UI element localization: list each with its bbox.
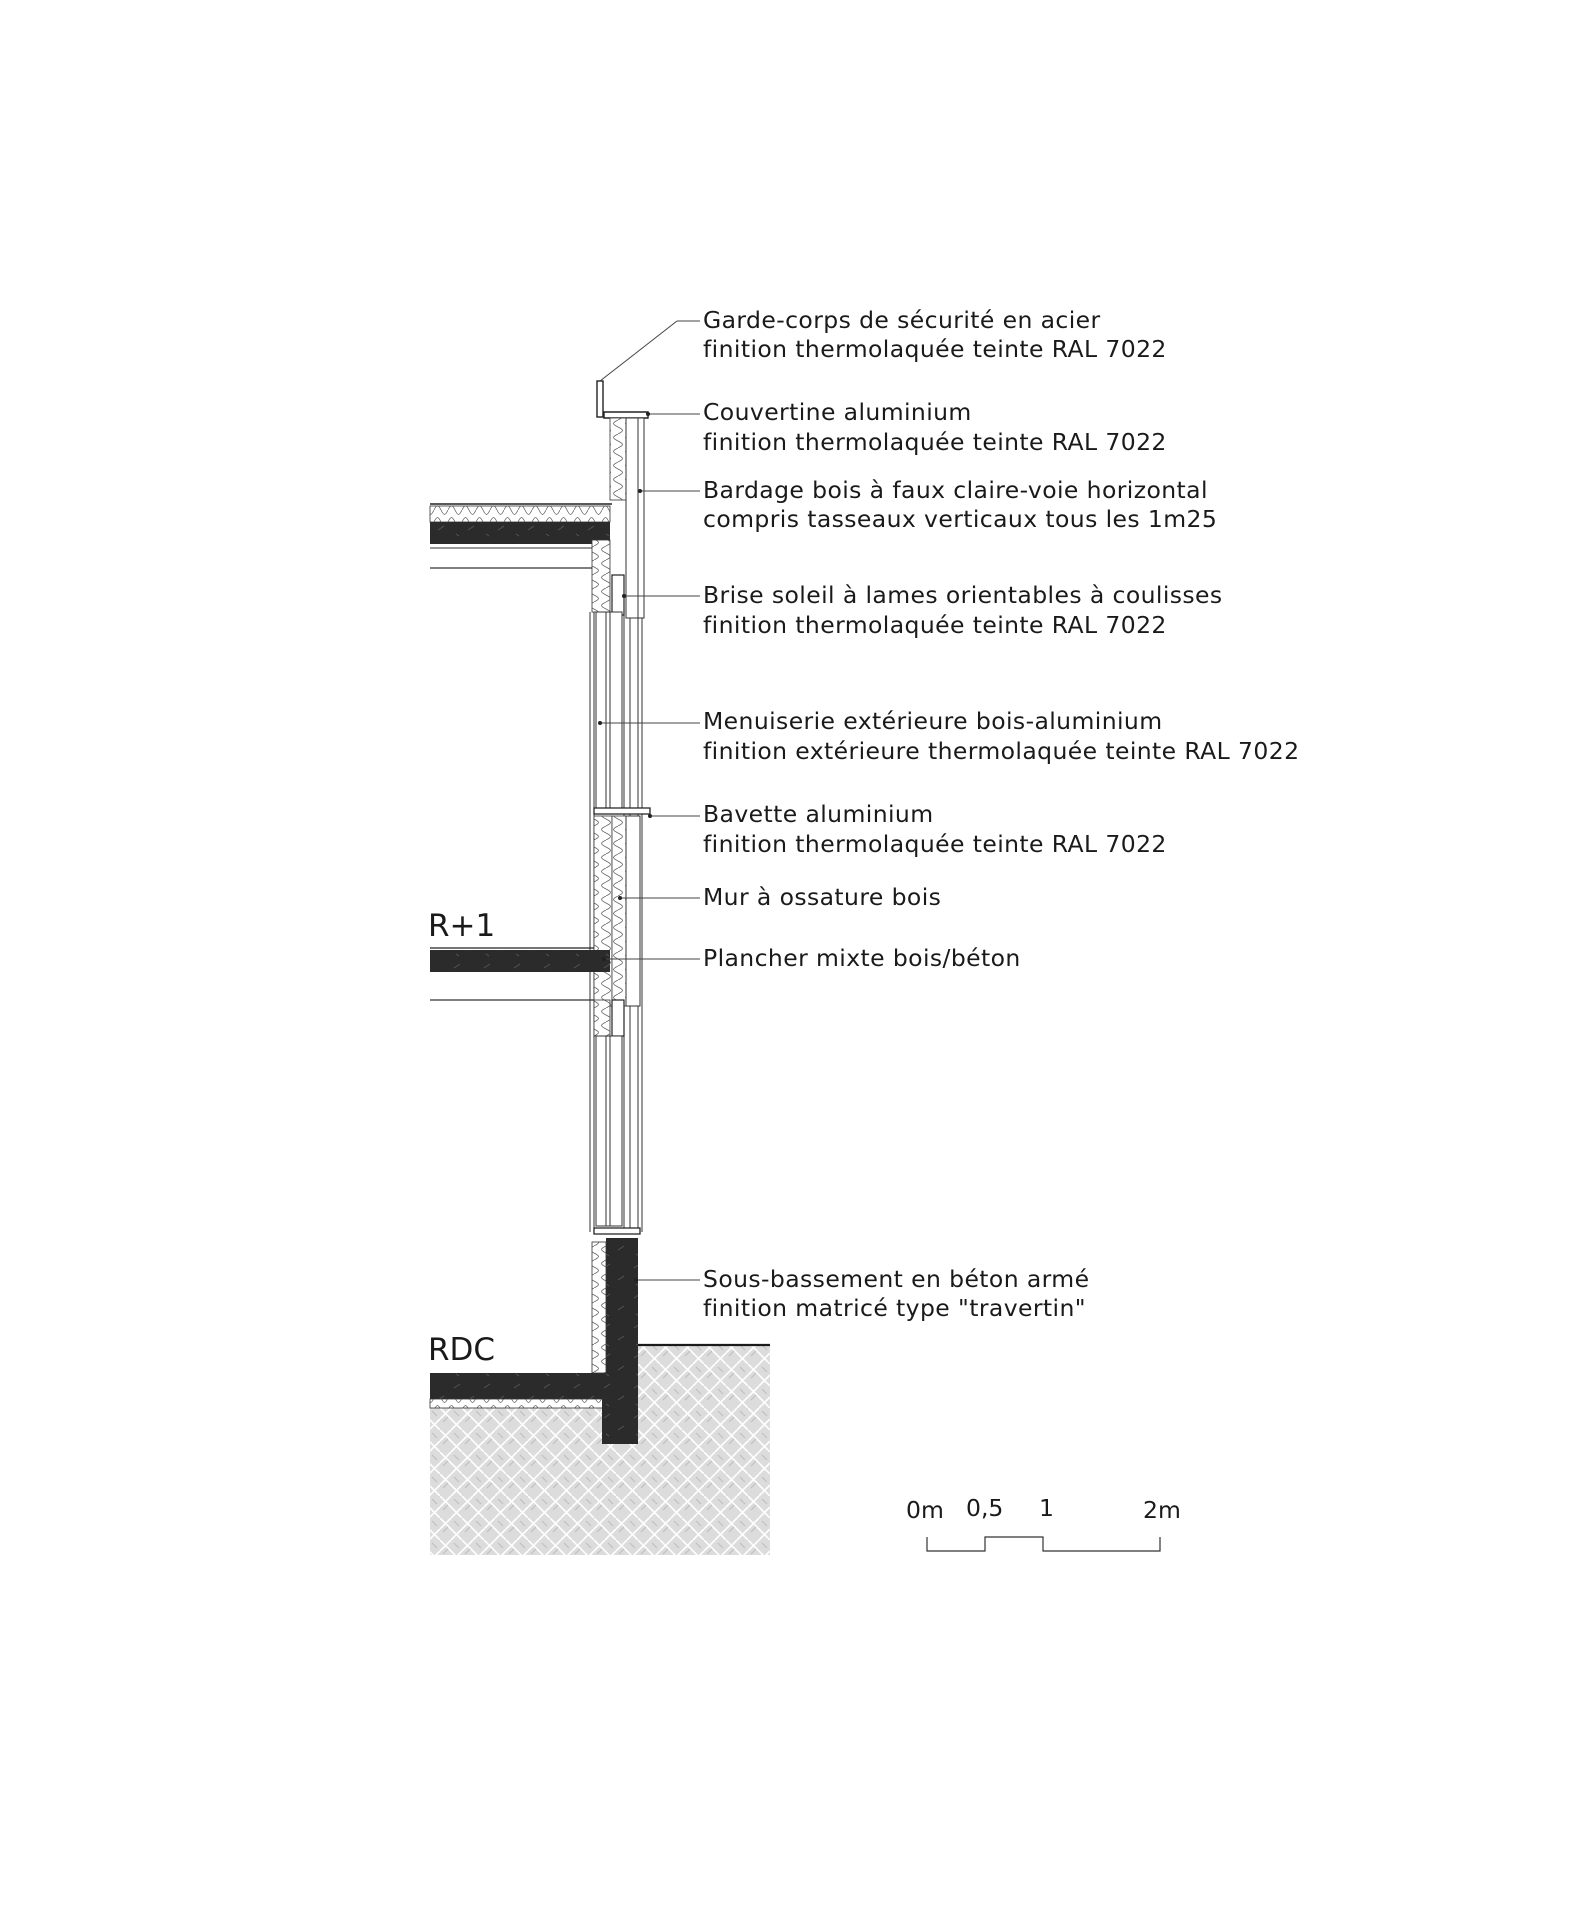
- parapet-insulation: [610, 418, 626, 500]
- note-couvertine-line2: finition thermolaquée teinte RAL 7022: [703, 428, 1167, 456]
- window-upper-frame: [596, 612, 622, 808]
- brise-soleil-box-top: [612, 575, 624, 615]
- scale-label-1: 1: [1039, 1494, 1054, 1522]
- level-label-r1: R+1: [428, 908, 496, 944]
- note-brise-soleil-line1: Brise soleil à lames orientables à coulisses: [703, 581, 1223, 609]
- note-garde-corps-line1: Garde-corps de sécurité en acier: [703, 306, 1101, 334]
- window-lower: [594, 1036, 640, 1234]
- note-menuiserie-line1: Menuiserie extérieure bois-aluminium: [703, 707, 1163, 735]
- roof-slab: [430, 522, 610, 544]
- leader-dot-brise-soleil: [622, 594, 626, 598]
- scale-bar-line: [927, 1537, 1160, 1551]
- leader-dot-bavette: [648, 814, 652, 818]
- note-menuiserie-line2: finition extérieure thermolaquée teinte RAL 7022: [703, 737, 1300, 765]
- plinth-insulation: [592, 1242, 606, 1373]
- note-plancher-line1: Plancher mixte bois/béton: [703, 944, 1021, 972]
- roof-insulation: [430, 506, 610, 522]
- scale-label-0: 0m: [906, 1496, 944, 1524]
- leader-dot-mur: [618, 896, 622, 900]
- rdc-slab-concrete: [430, 1373, 636, 1399]
- level-label-rdc: RDC: [428, 1332, 496, 1368]
- r1-wall-stud: [612, 816, 626, 1006]
- bavette-lower: [594, 1228, 640, 1234]
- note-bardage-line2: compris tasseaux verticaux tous les 1m25: [703, 505, 1218, 533]
- leader-dot-couvertine: [646, 412, 650, 416]
- foundation-footing: [602, 1399, 638, 1444]
- roof-level: [430, 321, 677, 618]
- brise-soleil-box-mid: [612, 1000, 624, 1036]
- parapet-stud: [626, 418, 638, 618]
- r1-lintel-insulation: [594, 1000, 610, 1036]
- leader-dot-sous-bassement: [634, 1278, 638, 1282]
- bavette-upper: [594, 808, 650, 814]
- rdc-slab-insulation: [430, 1399, 606, 1408]
- leader-dot-bardage: [638, 489, 642, 493]
- window-lower-frame: [596, 1036, 622, 1226]
- scale-label-05: 0,5: [966, 1494, 1004, 1522]
- guardrail: [597, 381, 603, 417]
- leader-dot-plancher: [602, 957, 606, 961]
- upper-wall-insulation: [592, 540, 610, 612]
- note-mur-ossature-line1: Mur à ossature bois: [703, 883, 942, 911]
- r1-cladding: [626, 816, 640, 1006]
- note-garde-corps-line2: finition thermolaquée teinte RAL 7022: [703, 335, 1167, 363]
- leader-dot-menuiserie: [598, 721, 602, 725]
- note-bardage-line1: Bardage bois à faux claire-voie horizontal: [703, 476, 1208, 504]
- note-bavette-line2: finition thermolaquée teinte RAL 7022: [703, 830, 1167, 858]
- parapet-cladding: [638, 418, 644, 618]
- annotation-list: [703, 306, 1299, 1322]
- note-sous-bassement-line1: Sous-bassement en béton armé: [703, 1265, 1090, 1293]
- r1-floor-slab: [430, 950, 610, 972]
- scale-label-2: 2m: [1143, 1496, 1181, 1524]
- coping: [604, 412, 648, 418]
- note-brise-soleil-line2: finition thermolaquée teinte RAL 7022: [703, 611, 1167, 639]
- note-couvertine-line1: Couvertine aluminium: [703, 398, 972, 426]
- soil-right: [636, 1345, 770, 1555]
- note-bavette-line1: Bavette aluminium: [703, 800, 934, 828]
- scale-bar: [906, 1494, 1181, 1551]
- note-sous-bassement-line2: finition matricé type "travertin": [703, 1294, 1086, 1322]
- guardrail-leader: [600, 321, 677, 381]
- r1-wall-insulation: [594, 816, 612, 1006]
